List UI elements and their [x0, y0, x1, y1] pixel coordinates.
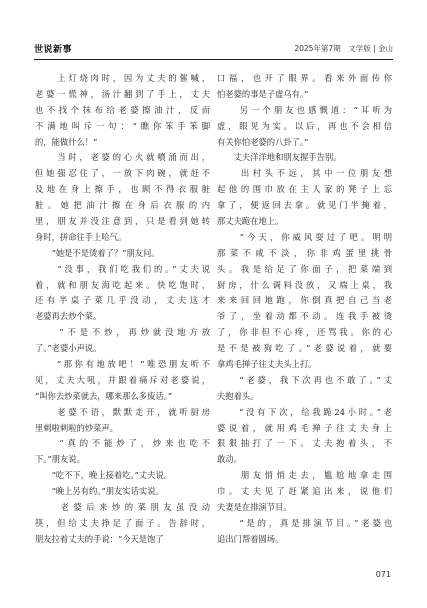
text-line: “老婆，我下次再也不敢了。”丈	[217, 374, 392, 385]
text-line: 身时，拼命往手上哈气。	[35, 231, 127, 242]
text-line: 里刺啦刺啦的炒菜声。	[35, 422, 118, 433]
text-line: “吃不下，晚上接着吃。”丈夫说。	[35, 470, 173, 481]
text-line: 老婆一慌神，汤汁翻到了手上，丈夫	[35, 88, 210, 99]
text-line: 老婆后来炒的菜朋友虽没动	[35, 502, 210, 513]
text-line: 当时，老婆的心火就噴涌而出，	[35, 152, 210, 163]
text-line: 那丈夫跪在地上。	[217, 216, 284, 227]
text-line: 那菜不咸不淡，你非鸡蛋里挑骨	[217, 247, 392, 258]
text-line: 夫抱着头。	[217, 390, 259, 401]
text-line: “叫你去炒菜就去，哪来那么多废话。”	[35, 390, 173, 401]
text-line: “那你有地放吧！”唯恐朋友听不	[35, 359, 210, 370]
left-text-column	[35, 71, 210, 548]
text-line: 老婆再去炒个菜。	[35, 311, 102, 322]
text-line: 了，你非但不心疼，还骂我。你的心	[217, 327, 392, 338]
text-line: 夫妻是在排演节目。	[217, 502, 292, 513]
text-line: 拿了，便返回去拿。就见门半掩着，	[217, 200, 392, 211]
text-line: “没有下次，给我跪24小时。”老	[217, 406, 392, 417]
text-line: 来来回回地跑，你倒真把自己当老	[217, 295, 392, 306]
text-line: 老婆不语，默默走开，就听厨房	[35, 406, 210, 417]
section-title: 世说新事	[34, 44, 73, 55]
text-line: “是的，真是排演节目。”老婆也	[217, 517, 392, 528]
text-line: 头。我是给足了你面子，把菜端到	[217, 263, 392, 274]
issue-info: 2025年第7期 文学版 | 金山	[294, 43, 393, 53]
text-line: 上灯烧肉时，因为丈夫的催喊，	[35, 73, 210, 83]
text-line: “没事，我们吃我们的。”丈夫说	[35, 263, 210, 274]
text-line: 了。”老婆小声说。	[35, 343, 102, 354]
text-line: “今天，你威风耍过了吧。明明	[217, 231, 392, 242]
text-line: 怕老婆的事是子虚乌有。”	[217, 88, 309, 99]
text-line: 但她强忍住了，一放下肉碗，就赶不	[35, 168, 210, 179]
text-line: 着，就和朋友海吃起来。快吃饱时，	[35, 279, 210, 290]
text-line: 拿鸡毛掸子往丈夫头上打。	[217, 359, 317, 370]
text-line: 还有半桌子菜几乎没动，丈夫这才	[35, 295, 210, 306]
text-line: 不满地叫斥一句：“瞧你笨手笨脚	[35, 120, 210, 131]
text-line: 出村头不远，其中一位朋友想	[217, 168, 392, 179]
text-line: 丈夫洋洋地和朋友握手告别。	[217, 152, 342, 163]
text-line: 见，丈夫大吼，并跟着痛斥对老婆说，	[35, 374, 210, 385]
text-line: 厨房，什么调料没放，又端上桌，我	[217, 279, 392, 290]
text-line: 里，朋友并没注意到，只是看到她转	[35, 216, 210, 227]
text-line: 的，能做什么！”	[35, 136, 98, 147]
text-line: 有关你怕老婆的八卦了。”	[217, 136, 309, 147]
text-line: 也不找个抹布给老婆擦油汁，反而	[35, 104, 210, 115]
text-line: 起他的围巾放在主人家的凳子上忘	[217, 184, 392, 195]
page-header	[34, 40, 393, 56]
text-line: 口福，也开了眼界。看来外面传你	[217, 73, 392, 83]
text-line: 狠狠抽打了一下。丈夫抱着头，不	[217, 438, 392, 449]
text-line: 另一个朋友也感慨道：“耳听为	[217, 104, 392, 115]
text-line: 爷了，坐着动都不动。连我手被烫	[217, 311, 392, 322]
text-line: 婆说着，就用鸡毛掸子往丈夫身上	[217, 422, 392, 433]
text-line: “真的不能炒了，炒来也吃不	[35, 438, 210, 449]
text-line: “不是不炒，再炒就没地方放	[35, 327, 210, 338]
text-line: 是不是被狗吃了。”老婆说着，就要	[217, 343, 392, 354]
text-line: 追出门帮着圆场。	[217, 533, 284, 544]
text-line: 下。”朋友说。	[35, 454, 85, 465]
text-line: “她是不是烫着了？”朋友问。	[35, 247, 160, 258]
header-divider	[34, 59, 393, 60]
text-line: “晚上另有约。”朋友实话实说。	[35, 486, 164, 497]
text-line: 敢动。	[217, 454, 242, 465]
text-line: 朋友悄悄走去，尴尬地拿走围	[217, 470, 392, 481]
text-line: 巾。丈夫见了赶紧追出来，说他们	[217, 486, 392, 497]
text-line: 虚，眼见为实。以后，再也不会相信	[217, 120, 392, 131]
text-line: 及地在身上擦手，也顾不得衣服脏	[35, 184, 210, 195]
text-line: 脏。她把油汁擦在身后衣服的内	[35, 200, 210, 211]
text-line: 筷，但给丈夫挣足了面子。告辞时，	[35, 517, 210, 528]
right-text-column	[217, 71, 392, 548]
text-line: 朋友拉着丈夫的手说：“今天是饱了	[35, 533, 164, 544]
page-number: 071	[375, 570, 391, 579]
